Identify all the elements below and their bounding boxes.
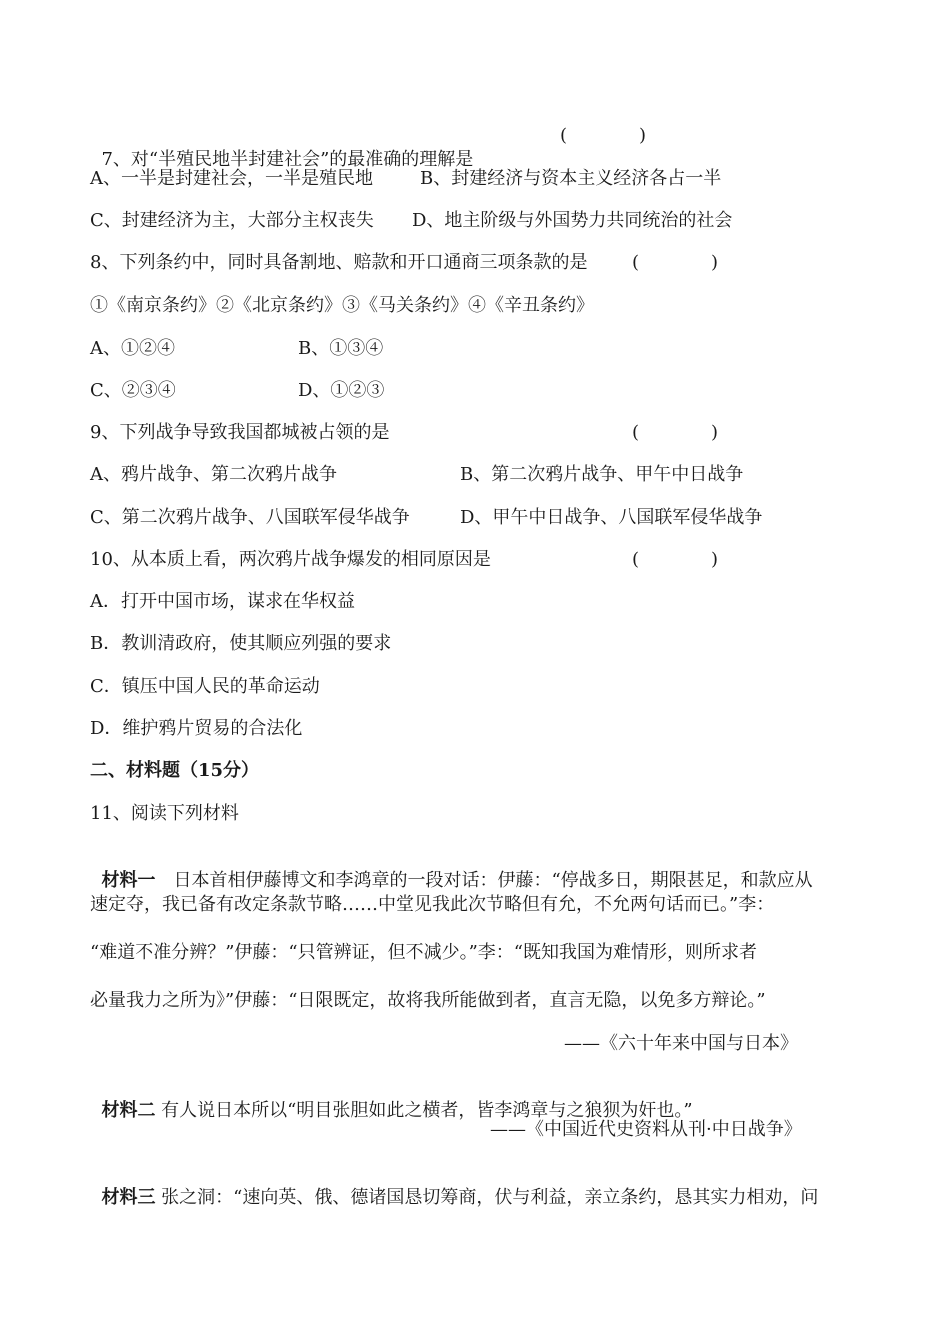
q9-option-d: D、甲午中日战争、八国联军侵华战争 <box>460 507 763 528</box>
q11-stem: 11、阅读下列材料 <box>90 803 239 824</box>
section-title: 二、材料题（15分） <box>90 760 260 781</box>
q9-option-c: C、第二次鸦片战争、八国联军侵华战争 <box>90 507 410 528</box>
material-1-source: ——《六十年来中国与日本》 <box>564 1033 798 1054</box>
material-2-label: 材料二 <box>101 1100 156 1121</box>
q8-answer-paren: ( ) <box>632 252 719 273</box>
q8-stem: 8、下列条约中，同时具备割地、赔款和开口通商三项条款的是 <box>90 252 588 273</box>
q8-treaties: ①《南京条约》②《北京条约》③《马关条约》④《辛丑条约》 <box>90 295 594 316</box>
material-1-line-1: 材料一 日本首相伊藤博文和李鸿章的一段对话：伊藤：“停战多日，期限甚足，和款应从 <box>101 870 813 891</box>
material-3-label: 材料三 <box>101 1187 156 1208</box>
material-2: 材料二 有人说日本所以“明目张胆如此之横者，皆李鸿章与之狼狈为奸也。” <box>101 1100 693 1121</box>
material-1-line-4: 必量我力之所为》”伊藤：“日限既定，故将我所能做到者，直言无隐，以免多方辩论。” <box>90 990 766 1011</box>
q9-option-b: B、第二次鸦片战争、甲午中日战争 <box>460 464 744 485</box>
q7-answer-paren: ( ) <box>560 125 647 146</box>
q10-option-c: C．镇压中国人民的革命运动 <box>90 676 320 697</box>
q7-option-b: B、封建经济与资本主义经济各占一半 <box>420 168 722 189</box>
q10-option-d: D．维护鸦片贸易的合法化 <box>90 718 303 739</box>
material-1-line-3: “难道不准分辨？”伊藤：“只管辨证，但不减少。”李：“既知我国为难情形，则所求者 <box>90 942 758 963</box>
q7-option-a: A、一半是封建社会，一半是殖民地 <box>90 168 373 189</box>
material-1-label: 材料一 <box>101 870 156 891</box>
q8-option-d: D、①②③ <box>298 380 385 401</box>
q9-answer-paren: ( ) <box>632 422 719 443</box>
q9-option-a: A、鸦片战争、第二次鸦片战争 <box>90 464 337 485</box>
material-3: 材料三 张之洞：“速向英、俄、德诸国恳切筹商，伏与利益，亲立条约，恳其实力相劝，问 <box>101 1187 819 1208</box>
q10-answer-paren: ( ) <box>632 549 719 570</box>
material-2-source: ——《中国近代史资料从刊·中日战争》 <box>490 1119 802 1140</box>
q8-option-c: C、②③④ <box>90 380 176 401</box>
q10-option-a: A．打开中国市场，谋求在华权益 <box>90 591 355 612</box>
q7-option-d: D、地主阶级与外国势力共同统治的社会 <box>412 210 733 231</box>
q7-stem: 7、对“半殖民地半封建社会”的最准确的理解是 <box>101 149 474 170</box>
q8-option-a: A、①②④ <box>90 338 175 359</box>
q9-stem: 9、下列战争导致我国都城被占领的是 <box>90 422 390 443</box>
q10-option-b: B．教训清政府，使其顺应列强的要求 <box>90 633 392 654</box>
material-1-line-2: 速定夺，我已备有改定条款节略……中堂见我此次节略但有允，不允两句话而已。”李： <box>90 894 775 915</box>
q10-stem: 10、从本质上看，两次鸦片战争爆发的相同原因是 <box>90 549 491 570</box>
q8-option-b: B、①③④ <box>298 338 384 359</box>
q7-option-c: C、封建经济为主，大部分主权丧失 <box>90 210 374 231</box>
